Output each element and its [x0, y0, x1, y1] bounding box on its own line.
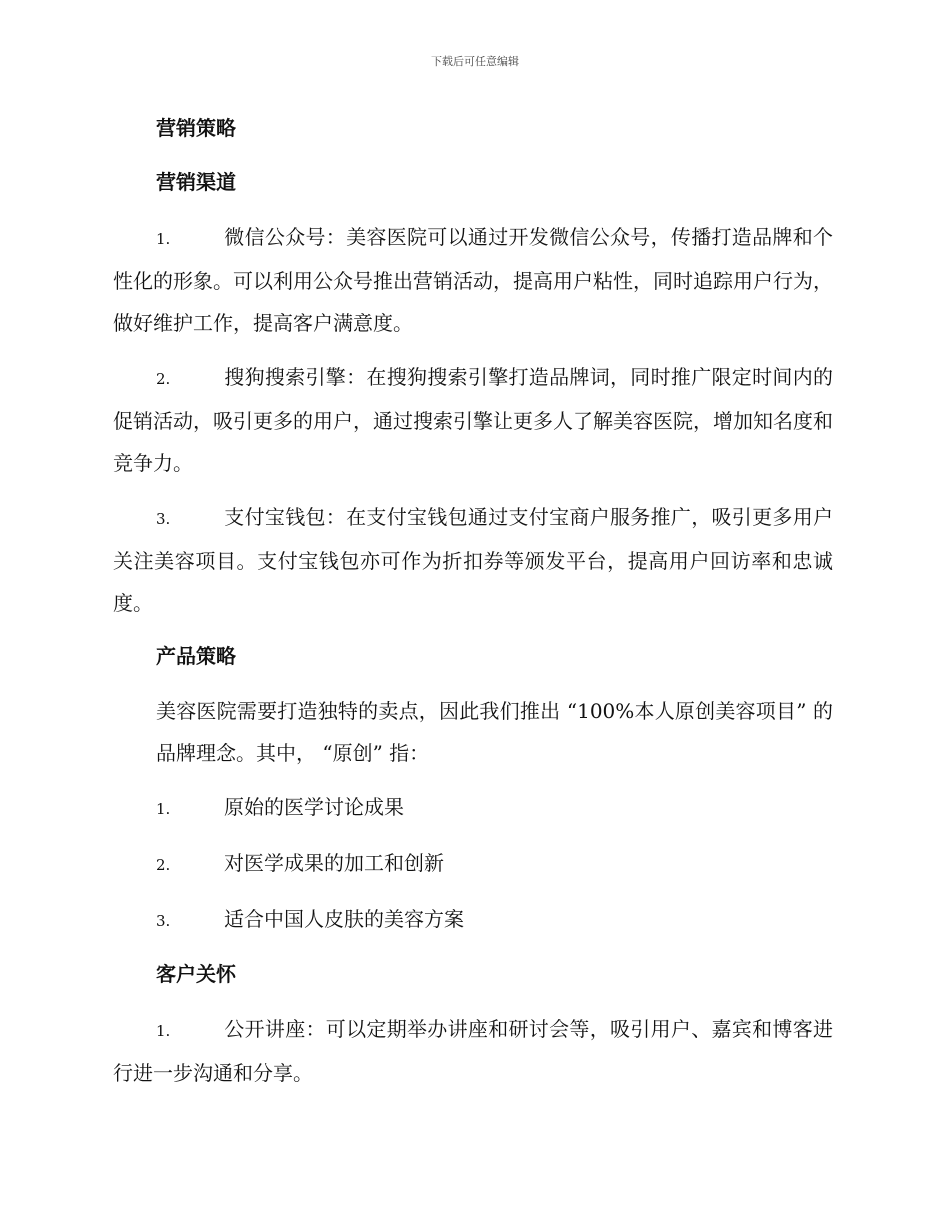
product-item-3	[113, 898, 833, 942]
heading-product-strategy: 产品策略	[156, 644, 236, 668]
list-number: 1.	[156, 230, 171, 248]
list-number: 3.	[156, 510, 171, 528]
channel-item-2	[113, 356, 833, 484]
list-number: 1.	[156, 800, 171, 818]
customer-care-item-1	[113, 1008, 833, 1094]
product-item-1	[113, 786, 833, 830]
list-item-text: 适合中国人皮肤的美容方案	[224, 907, 464, 931]
document-body	[113, 108, 833, 1106]
page-header-note: 下载后可任意编辑	[431, 55, 519, 68]
list-item-text: 微信公众号：美容医院可以通过开发微信公众号，传播打造品牌和个性化的形象。可以利用公众号推出营销活动，提高用户粘性，同时追踪用户行为，做好维护工作，提高客户满意度。	[113, 225, 833, 335]
heading-marketing-strategy: 营销策略	[156, 116, 236, 140]
list-number: 2.	[156, 856, 171, 874]
channel-item-1	[113, 216, 833, 344]
heading-customer-care: 客户关怀	[156, 962, 236, 986]
list-number: 1.	[156, 1022, 171, 1040]
list-item-text: 支付宝钱包：在支付宝钱包通过支付宝商户服务推广，吸引更多用户关注美容项目。支付宝钱包亦可作为折扣券等颁发平台，提高用户回访率和忠诚度。	[113, 505, 833, 615]
channel-item-3	[113, 496, 833, 624]
list-item-text: 对医学成果的加工和创新	[224, 851, 444, 875]
list-number: 2.	[156, 370, 171, 388]
list-item-text: 原始的医学讨论成果	[224, 795, 404, 819]
product-item-2	[113, 842, 833, 886]
heading-marketing-channels: 营销渠道	[156, 170, 236, 194]
list-item-text: 公开讲座：可以定期举办讲座和研讨会等，吸引用户、嘉宾和博客进行进一步沟通和分享。	[113, 1017, 833, 1085]
product-intro: 美容医院需要打造独特的卖点，因此我们推出 “100%本人原创美容项目” 的品牌理念。其中， “原创” 指：	[156, 699, 833, 765]
list-item-text: 搜狗搜索引擎：在搜狗搜索引擎打造品牌词，同时推广限定时间内的促销活动，吸引更多的用户，通过搜索引擎让更多人了解美容医院，增加知名度和竞争力。	[113, 365, 833, 475]
list-number: 3.	[156, 912, 171, 930]
